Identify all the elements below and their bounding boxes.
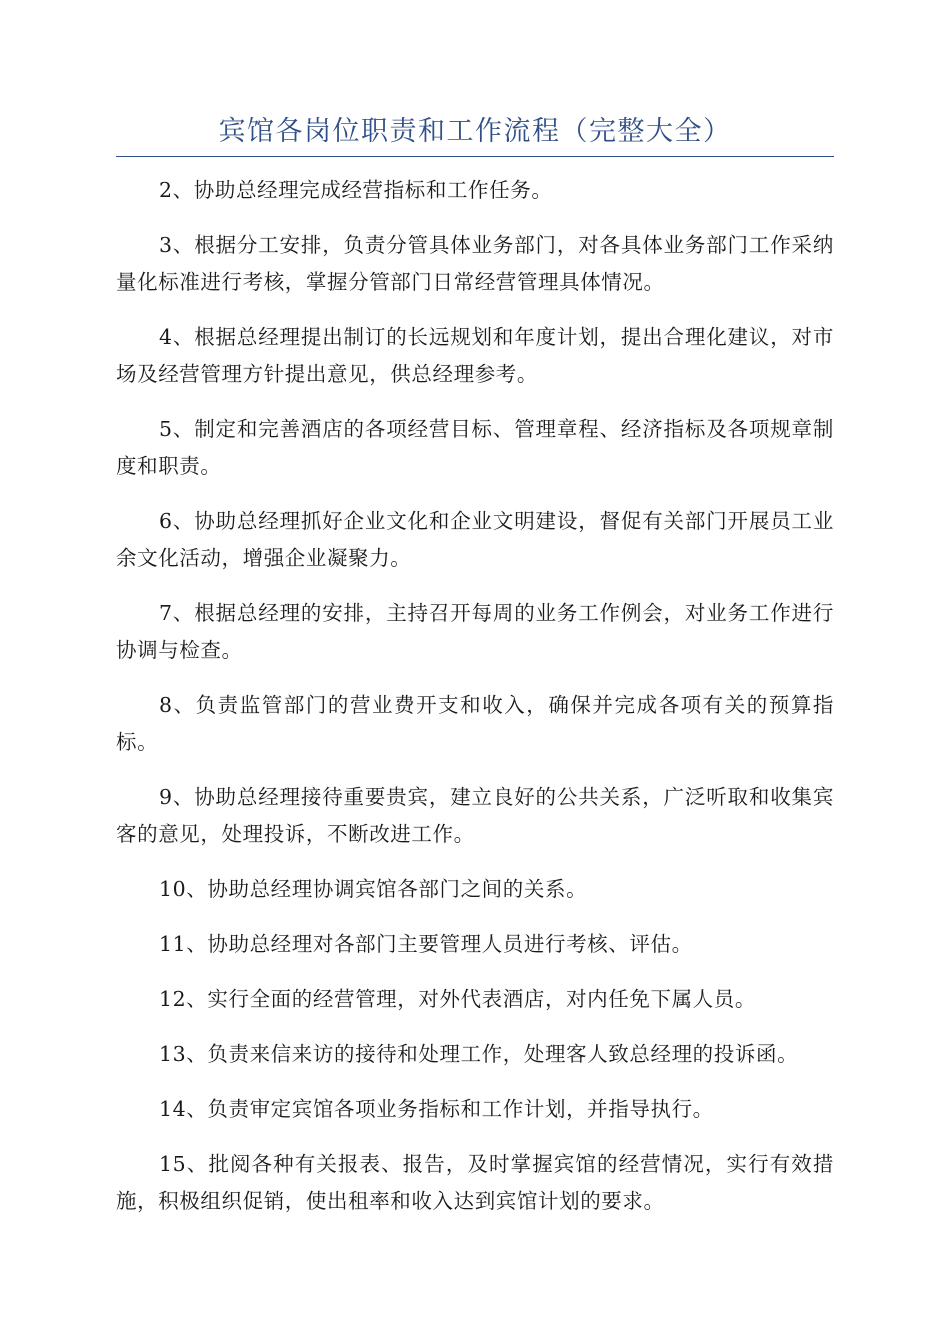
paragraph-item-12: 12、实行全面的经营管理，对外代表酒店，对内任免下属人员。 [159,987,756,1011]
paragraph-item-9: 9、协助总经理接待重要贵宾，建立良好的公共关系，广泛听取和收集宾客的意见，处理投诉，不断改进工作。 [116,785,834,846]
paragraph-item-6: 6、协助总经理抓好企业文化和企业文明建设，督促有关部门开展员工业余文化活动，增强企业凝聚力。 [116,509,834,570]
paragraph-item-11: 11、协助总经理对各部门主要管理人员进行考核、评估。 [159,932,693,956]
paragraph-item-14: 14、负责审定宾馆各项业务指标和工作计划，并指导执行。 [159,1097,714,1121]
paragraph-item-13: 13、负责来信来访的接待和处理工作，处理客人致总经理的投诉函。 [159,1042,799,1066]
paragraph-item-2: 2、协助总经理完成经营指标和工作任务。 [159,178,553,202]
document-title: 宾馆各岗位职责和工作流程（完整大全） [218,116,732,147]
paragraph-item-8: 8、负责监管部门的营业费开支和收入，确保并完成各项有关的预算指标。 [116,693,834,754]
paragraph-item-4: 4、根据总经理提出制订的长远规划和年度计划，提出合理化建议，对市场及经营管理方针提出意见，供总经理参考。 [116,325,834,386]
paragraph-item-10: 10、协助总经理协调宾馆各部门之间的关系。 [159,877,588,901]
document-body [116,172,834,1238]
paragraph-item-7: 7、根据总经理的安排，主持召开每周的业务工作例会，对业务工作进行协调与检查。 [116,601,834,662]
document-header [116,112,834,157]
paragraph-item-3: 3、根据分工安排，负责分管具体业务部门，对各具体业务部门工作采纳量化标准进行考核，掌握分管部门日常经营管理具体情况。 [116,233,834,294]
paragraph-item-15: 15、批阅各种有关报表、报告，及时掌握宾馆的经营情况，实行有效措施，积极组织促销，使出租率和收入达到宾馆计划的要求。 [116,1152,834,1213]
paragraph-item-5: 5、制定和完善酒店的各项经营目标、管理章程、经济指标及各项规章制度和职责。 [116,417,834,478]
